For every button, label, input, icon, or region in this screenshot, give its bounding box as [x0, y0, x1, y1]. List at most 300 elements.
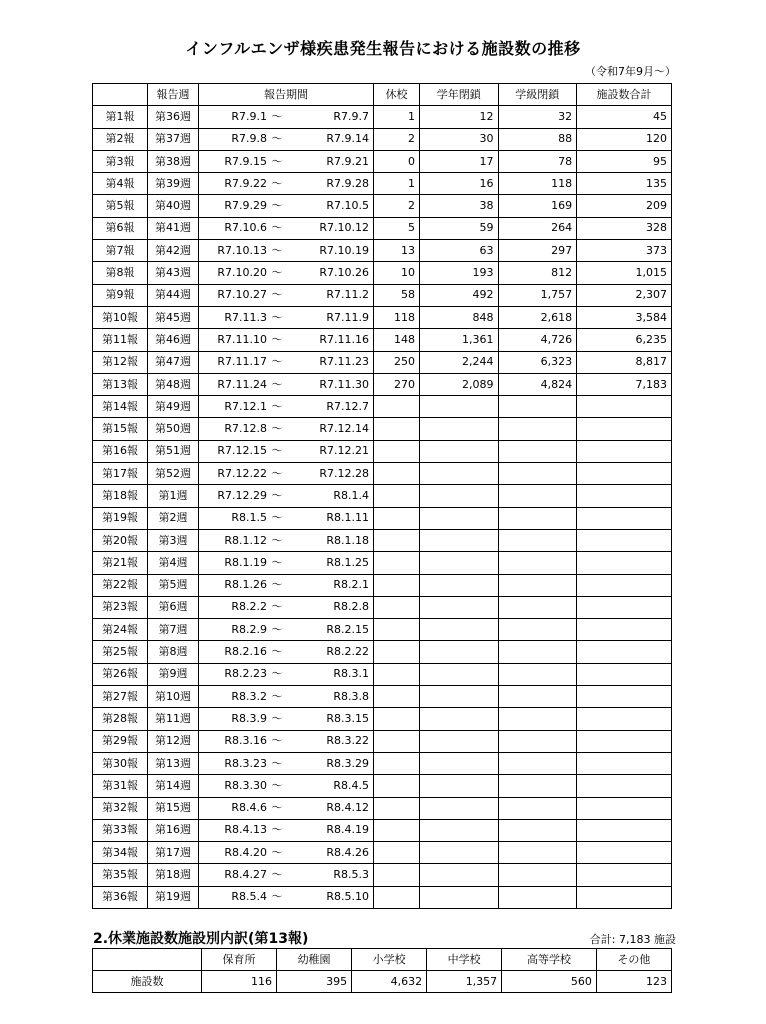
breakdown-header-blank	[93, 949, 202, 971]
period-start: R7.11.24	[217, 377, 267, 391]
gakkyu-cell	[498, 686, 577, 708]
table-row	[93, 284, 672, 306]
period-end: R7.9.21	[326, 154, 369, 168]
gakkyu-cell: 264	[498, 217, 577, 239]
period-tilde: ～	[271, 778, 283, 792]
kyuko-cell	[374, 440, 420, 462]
week-cell: 第7週	[148, 619, 199, 641]
gakkyu-cell: 118	[498, 173, 577, 195]
period-tilde: ～	[271, 823, 283, 837]
period-end: R7.11.9	[326, 310, 369, 324]
week-cell: 第51週	[148, 440, 199, 462]
gakkyu-cell: 32	[498, 106, 577, 128]
gakkyu-cell: 812	[498, 262, 577, 284]
table-row	[93, 686, 672, 708]
period-cell	[199, 775, 374, 797]
period-cell	[199, 262, 374, 284]
total-cell: 1,015	[577, 262, 672, 284]
period-tilde: ～	[271, 555, 283, 569]
gakkyu-cell	[498, 463, 577, 485]
gakunen-cell	[419, 440, 498, 462]
gakkyu-cell: 2,618	[498, 306, 577, 328]
table-row	[93, 552, 672, 574]
period-end: R7.10.26	[319, 266, 369, 280]
period-start: R8.3.23	[224, 756, 267, 770]
report-cell: 第22報	[93, 574, 148, 596]
week-cell: 第2週	[148, 507, 199, 529]
period-start: R7.9.22	[224, 176, 267, 190]
period-start: R7.11.10	[217, 332, 267, 346]
period-end: R8.4.26	[326, 845, 369, 859]
total-cell: 7,183	[577, 373, 672, 395]
total-cell	[577, 752, 672, 774]
breakdown-value-shogakko: 4,632	[352, 971, 427, 993]
report-cell: 第25報	[93, 641, 148, 663]
period-start: R7.9.29	[224, 199, 267, 213]
kyuko-cell: 1	[374, 173, 420, 195]
period-tilde: ～	[271, 734, 283, 748]
kyuko-cell	[374, 507, 420, 529]
total-cell	[577, 440, 672, 462]
period-end: R7.10.12	[319, 221, 369, 235]
header-cell-gakkyu: 学級閉鎖	[498, 84, 577, 106]
period-cell	[199, 463, 374, 485]
gakkyu-cell	[498, 418, 577, 440]
week-cell: 第37週	[148, 128, 199, 150]
table-row	[93, 440, 672, 462]
period-end: R8.3.8	[333, 689, 369, 703]
week-cell: 第17週	[148, 842, 199, 864]
period-tilde: ～	[271, 154, 283, 168]
period-tilde: ～	[271, 689, 283, 703]
breakdown-header-koto: 高等学校	[502, 949, 597, 971]
gakunen-cell	[419, 819, 498, 841]
gakunen-cell: 2,244	[419, 351, 498, 373]
kyuko-cell	[374, 396, 420, 418]
gakkyu-cell	[498, 641, 577, 663]
gakkyu-cell	[498, 886, 577, 908]
period-cell	[199, 797, 374, 819]
gakkyu-cell	[498, 485, 577, 507]
period-end: R8.3.1	[333, 667, 369, 681]
total-cell: 328	[577, 217, 672, 239]
period-tilde: ～	[271, 176, 283, 190]
week-cell: 第36週	[148, 106, 199, 128]
period-start: R8.3.30	[224, 778, 267, 792]
week-cell: 第48週	[148, 373, 199, 395]
period-start: R8.1.26	[224, 578, 267, 592]
report-cell: 第26報	[93, 663, 148, 685]
period-tilde: ～	[271, 288, 283, 302]
period-tilde: ～	[271, 243, 283, 257]
week-cell: 第40週	[148, 195, 199, 217]
kyuko-cell	[374, 730, 420, 752]
header-cell-week: 報告週	[148, 84, 199, 106]
period-cell	[199, 641, 374, 663]
gakunen-cell: 492	[419, 284, 498, 306]
kyuko-cell	[374, 574, 420, 596]
total-cell	[577, 507, 672, 529]
gakunen-cell	[419, 552, 498, 574]
total-cell	[577, 797, 672, 819]
kyuko-cell	[374, 886, 420, 908]
period-start: R8.1.19	[224, 555, 267, 569]
report-cell: 第12報	[93, 351, 148, 373]
period-start: R8.2.9	[231, 622, 267, 636]
gakkyu-cell	[498, 663, 577, 685]
report-cell: 第27報	[93, 686, 148, 708]
period-cell	[199, 529, 374, 551]
period-end: R8.4.12	[326, 801, 369, 815]
breakdown-value-row	[93, 971, 672, 993]
period-tilde: ～	[271, 199, 283, 213]
gakkyu-cell	[498, 775, 577, 797]
breakdown-header-shogakko: 小学校	[352, 949, 427, 971]
week-cell: 第45週	[148, 306, 199, 328]
kyuko-cell	[374, 686, 420, 708]
table-row	[93, 418, 672, 440]
period-tilde: ～	[271, 622, 283, 636]
gakunen-cell	[419, 485, 498, 507]
gakkyu-cell: 6,323	[498, 351, 577, 373]
week-cell: 第1週	[148, 485, 199, 507]
gakunen-cell	[419, 752, 498, 774]
table-row	[93, 329, 672, 351]
period-cell	[199, 574, 374, 596]
period-cell	[199, 819, 374, 841]
period-start: R7.10.20	[217, 266, 267, 280]
period-end: R7.10.19	[319, 243, 369, 257]
week-cell: 第15週	[148, 797, 199, 819]
period-tilde: ～	[271, 801, 283, 815]
report-cell: 第8報	[93, 262, 148, 284]
period-tilde: ～	[271, 377, 283, 391]
kyuko-cell: 270	[374, 373, 420, 395]
gakkyu-cell	[498, 752, 577, 774]
total-cell: 8,817	[577, 351, 672, 373]
gakkyu-cell	[498, 708, 577, 730]
period-start: R8.3.9	[231, 711, 267, 725]
table-row	[93, 173, 672, 195]
header-cell-total: 施設数合計	[577, 84, 672, 106]
kyuko-cell	[374, 552, 420, 574]
report-cell: 第3報	[93, 150, 148, 172]
total-cell: 95	[577, 150, 672, 172]
breakdown-value-koto: 560	[502, 971, 597, 993]
kyuko-cell	[374, 797, 420, 819]
total-value: 7,183	[619, 933, 651, 946]
period-cell	[199, 507, 374, 529]
total-cell	[577, 775, 672, 797]
period-end: R8.5.3	[333, 868, 369, 882]
report-cell: 第5報	[93, 195, 148, 217]
period-end: R8.1.4	[333, 488, 369, 502]
total-cell	[577, 418, 672, 440]
gakunen-cell	[419, 463, 498, 485]
table-row	[93, 797, 672, 819]
week-cell: 第43週	[148, 262, 199, 284]
report-cell: 第32報	[93, 797, 148, 819]
breakdown-value-yochien: 395	[277, 971, 352, 993]
period-end: R8.1.11	[326, 511, 369, 525]
week-cell: 第47週	[148, 351, 199, 373]
period-tilde: ～	[271, 310, 283, 324]
week-cell: 第50週	[148, 418, 199, 440]
period-tilde: ～	[271, 132, 283, 146]
gakunen-cell: 193	[419, 262, 498, 284]
total-cell	[577, 708, 672, 730]
period-cell	[199, 842, 374, 864]
kyuko-cell	[374, 485, 420, 507]
period-end: R7.11.2	[326, 288, 369, 302]
gakkyu-cell	[498, 819, 577, 841]
report-cell: 第14報	[93, 396, 148, 418]
gakunen-cell: 16	[419, 173, 498, 195]
table-row	[93, 752, 672, 774]
period-cell	[199, 306, 374, 328]
period-cell	[199, 418, 374, 440]
total-cell: 45	[577, 106, 672, 128]
week-cell: 第3週	[148, 529, 199, 551]
gakkyu-cell	[498, 797, 577, 819]
gakunen-cell	[419, 619, 498, 641]
table-row	[93, 351, 672, 373]
table-row	[93, 596, 672, 618]
total-cell	[577, 396, 672, 418]
period-tilde: ～	[271, 533, 283, 547]
breakdown-header-hoikusho: 保育所	[202, 949, 277, 971]
period-end: R7.9.7	[333, 109, 369, 123]
week-cell: 第42週	[148, 240, 199, 262]
week-cell: 第10週	[148, 686, 199, 708]
breakdown-header-other: その他	[596, 949, 671, 971]
period-cell	[199, 708, 374, 730]
gakkyu-cell	[498, 730, 577, 752]
period-tilde: ～	[271, 332, 283, 346]
period-start: R7.10.27	[217, 288, 267, 302]
kyuko-cell: 1	[374, 106, 420, 128]
breakdown-header-yochien: 幼稚園	[277, 949, 352, 971]
period-tilde: ～	[271, 868, 283, 882]
table-row	[93, 106, 672, 128]
period-tilde: ～	[271, 890, 283, 904]
week-cell: 第19週	[148, 886, 199, 908]
breakdown-header-row	[93, 949, 672, 971]
gakunen-cell	[419, 886, 498, 908]
table-row	[93, 819, 672, 841]
kyuko-cell	[374, 775, 420, 797]
period-start: R7.11.3	[224, 310, 267, 324]
period-end: R8.4.19	[326, 823, 369, 837]
period-start: R8.5.4	[231, 890, 267, 904]
table-row	[93, 864, 672, 886]
report-cell: 第9報	[93, 284, 148, 306]
table-row	[93, 463, 672, 485]
report-cell: 第19報	[93, 507, 148, 529]
table-row	[93, 306, 672, 328]
total-cell: 2,307	[577, 284, 672, 306]
report-cell: 第24報	[93, 619, 148, 641]
table-row	[93, 396, 672, 418]
report-cell: 第11報	[93, 329, 148, 351]
table-row	[93, 529, 672, 551]
table-row	[93, 886, 672, 908]
total-cell: 209	[577, 195, 672, 217]
gakunen-cell: 59	[419, 217, 498, 239]
report-cell: 第7報	[93, 240, 148, 262]
period-start: R7.10.13	[217, 243, 267, 257]
gakkyu-cell	[498, 596, 577, 618]
period-cell	[199, 886, 374, 908]
period-tilde: ～	[271, 109, 283, 123]
report-cell: 第2報	[93, 128, 148, 150]
header-cell-report	[93, 84, 148, 106]
total-label: 合計:	[589, 933, 616, 946]
period-start: R7.12.1	[224, 399, 267, 413]
period-cell	[199, 284, 374, 306]
period-start: R8.3.2	[231, 689, 267, 703]
period-start: R7.9.15	[224, 154, 267, 168]
table-row	[93, 708, 672, 730]
period-end: R8.2.15	[326, 622, 369, 636]
period-cell	[199, 396, 374, 418]
gakkyu-cell: 4,726	[498, 329, 577, 351]
period-tilde: ～	[271, 645, 283, 659]
period-cell	[199, 195, 374, 217]
gakkyu-cell	[498, 574, 577, 596]
total-cell	[577, 663, 672, 685]
period-start: R7.9.1	[231, 109, 267, 123]
kyuko-cell	[374, 842, 420, 864]
gakkyu-cell	[498, 619, 577, 641]
total-cell	[577, 596, 672, 618]
week-cell: 第6週	[148, 596, 199, 618]
period-cell	[199, 106, 374, 128]
kyuko-cell	[374, 663, 420, 685]
table-row	[93, 842, 672, 864]
week-cell: 第38週	[148, 150, 199, 172]
week-cell: 第9週	[148, 663, 199, 685]
total-cell	[577, 619, 672, 641]
report-cell: 第4報	[93, 173, 148, 195]
report-cell: 第17報	[93, 463, 148, 485]
week-cell: 第12週	[148, 730, 199, 752]
gakunen-cell	[419, 641, 498, 663]
table-row	[93, 641, 672, 663]
facility-count-table	[92, 83, 672, 909]
period-end: R7.11.16	[319, 332, 369, 346]
period-cell	[199, 619, 374, 641]
total-unit: 施設	[654, 933, 676, 946]
gakkyu-cell: 88	[498, 128, 577, 150]
period-end: R7.11.30	[319, 377, 369, 391]
period-cell	[199, 373, 374, 395]
report-cell: 第34報	[93, 842, 148, 864]
gakkyu-cell	[498, 396, 577, 418]
period-tilde: ～	[271, 422, 283, 436]
total-cell	[577, 463, 672, 485]
period-end: R8.3.15	[326, 711, 369, 725]
period-end: R8.1.18	[326, 533, 369, 547]
report-cell: 第18報	[93, 485, 148, 507]
week-cell: 第44週	[148, 284, 199, 306]
gakunen-cell	[419, 574, 498, 596]
kyuko-cell	[374, 596, 420, 618]
period-tilde: ～	[271, 711, 283, 725]
period-tilde: ～	[271, 511, 283, 525]
week-cell: 第16週	[148, 819, 199, 841]
week-cell: 第39週	[148, 173, 199, 195]
gakkyu-cell: 4,824	[498, 373, 577, 395]
period-start: R8.4.13	[224, 823, 267, 837]
period-end: R7.9.14	[326, 132, 369, 146]
period-start: R7.12.8	[224, 422, 267, 436]
table-row	[93, 195, 672, 217]
period-cell	[199, 686, 374, 708]
week-cell: 第13週	[148, 752, 199, 774]
breakdown-value-hoikusho: 116	[202, 971, 277, 993]
week-cell: 第41週	[148, 217, 199, 239]
period-start: R7.12.22	[217, 466, 267, 480]
kyuko-cell: 58	[374, 284, 420, 306]
gakunen-cell	[419, 396, 498, 418]
period-end: R8.2.22	[326, 645, 369, 659]
kyuko-cell: 2	[374, 195, 420, 217]
period-start: R8.4.6	[231, 801, 267, 815]
period-end: R8.3.22	[326, 734, 369, 748]
table-row	[93, 574, 672, 596]
report-cell: 第20報	[93, 529, 148, 551]
period-tilde: ～	[271, 756, 283, 770]
breakdown-header-chugakko: 中学校	[427, 949, 502, 971]
kyuko-cell	[374, 752, 420, 774]
period-tilde: ～	[271, 578, 283, 592]
header-cell-kyuko: 休校	[374, 84, 420, 106]
gakkyu-cell	[498, 864, 577, 886]
kyuko-cell	[374, 463, 420, 485]
gakunen-cell	[419, 842, 498, 864]
table-header-row	[93, 84, 672, 106]
period-end: R8.4.5	[333, 778, 369, 792]
gakkyu-cell	[498, 842, 577, 864]
total-cell	[577, 819, 672, 841]
total-cell: 373	[577, 240, 672, 262]
table-row	[93, 663, 672, 685]
report-cell: 第29報	[93, 730, 148, 752]
gakunen-cell	[419, 775, 498, 797]
gakunen-cell	[419, 797, 498, 819]
kyuko-cell: 2	[374, 128, 420, 150]
table-row	[93, 373, 672, 395]
kyuko-cell: 250	[374, 351, 420, 373]
kyuko-cell	[374, 819, 420, 841]
period-end: R7.12.14	[319, 422, 369, 436]
period-start: R7.9.8	[231, 132, 267, 146]
period-cell	[199, 240, 374, 262]
total-cell: 120	[577, 128, 672, 150]
kyuko-cell	[374, 619, 420, 641]
period-end: R7.12.7	[326, 399, 369, 413]
page-title: インフルエンザ様疾患発生報告における施設数の推移	[185, 39, 581, 58]
gakkyu-cell: 297	[498, 240, 577, 262]
report-cell: 第15報	[93, 418, 148, 440]
report-cell: 第6報	[93, 217, 148, 239]
report-cell: 第13報	[93, 373, 148, 395]
period-end: R8.2.8	[333, 600, 369, 614]
gakunen-cell	[419, 864, 498, 886]
period-cell	[199, 128, 374, 150]
period-start: R7.12.29	[217, 488, 267, 502]
